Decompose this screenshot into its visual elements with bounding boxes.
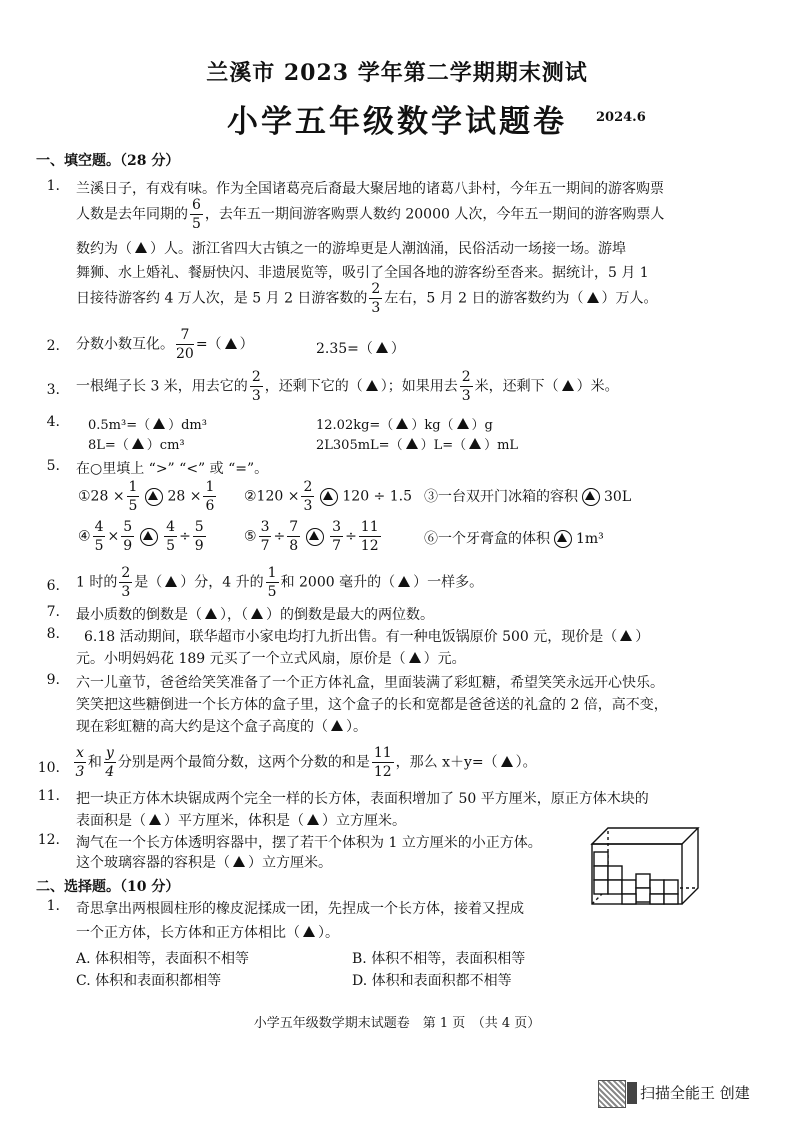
fraction: $\frac{2}{3}$ (371, 281, 381, 316)
question-text: 一根绳子长 3 米，用去它的 $\frac{2}{3}$ ，还剩下它的（ ）；如果用去 $\frac{2}{3}$ 米，还剩下（ ）米。 (76, 369, 619, 404)
question-number: 1. (46, 898, 60, 914)
text-span: 人数是去年同期的 (76, 206, 188, 223)
section-fill-in: 一、填空题。（28 分） (36, 153, 180, 169)
answer-triangle-icon (331, 720, 343, 731)
compare-item-3: ③一台双开门冰箱的容积 30L (424, 489, 632, 505)
answer-triangle-icon (376, 342, 388, 353)
question-number: 4. (46, 414, 60, 430)
question-text: 现在彩虹糖的高大约是这个盒子高度的（ ）。 (76, 719, 367, 735)
answer-triangle-icon (323, 491, 333, 500)
answer-triangle-icon (135, 242, 147, 253)
answer-triangle-icon (396, 418, 408, 429)
compare-circle (554, 530, 572, 548)
answer-triangle-icon (409, 652, 421, 663)
question-text: 这个玻璃容器的容积是（ ）立方厘米。 (76, 855, 332, 871)
answer-triangle-icon (557, 533, 567, 542)
question-text: 8L=（ ）cm³ (88, 438, 185, 453)
compare-item-6: ⑥一个牙膏盒的体积 1m³ (424, 531, 604, 547)
scanner-logo-icon (627, 1082, 637, 1104)
question-number: 7. (46, 604, 60, 620)
question-text: 奇思拿出两根圆柱形的橡皮泥揉成一团，先捏成一个长方体，接着又捏成 (76, 901, 524, 917)
question-text: 1 时的 $\frac{2}{3}$ 是（ ）分，4 升的 $\frac{1}{5}$ 和 2000 毫升的（ ）一样多。 (76, 565, 484, 600)
answer-triangle-icon (225, 338, 237, 349)
answer-triangle-icon (205, 608, 217, 619)
question-number: 1. (46, 178, 60, 194)
answer-triangle-icon (309, 531, 319, 540)
scanner-watermark: 扫描全能王 创建 (640, 1084, 750, 1102)
question-text: 六一儿童节，爸爸给笑笑准备了一个正方体礼盒，里面装满了彩虹糖，希望笑笑永远开心快乐。 (76, 675, 664, 691)
compare-item-2: ②120 × $\frac{2}{3}$ 120 ÷ 1.5 (244, 479, 412, 514)
answer-triangle-icon (398, 576, 410, 587)
question-text: 表面积是（ ）平方厘米，体积是（ ）立方厘米。 (76, 813, 406, 829)
answer-triangle-icon (132, 438, 144, 449)
question-number: 3. (46, 382, 60, 398)
question-text: 2.35=（ ） (316, 341, 405, 357)
answer-triangle-icon (148, 491, 158, 500)
exam-date: 2024.6 (596, 110, 646, 125)
option-c: C. 体积和表面积都相等 (76, 973, 222, 989)
compare-item-1: ①28 × $\frac{1}{5}$ 28 × $\frac{1}{6}$ (78, 479, 215, 514)
answer-triangle-icon (406, 438, 418, 449)
option-b: B. 体积不相等，表面积相等 (352, 951, 526, 967)
text-span: ，去年五一期间游客购票人数约 20000 人次，今年五一期间的游客购票人 (204, 206, 665, 223)
answer-triangle-icon (585, 491, 595, 500)
question-text: 0.5m³=（ ）dm³ (88, 418, 207, 433)
question-text: $\frac{x}{3}$ 和 $\frac{y}{4}$ 分别是两个最简分数，这两个分数的和是 $\frac{11}{12}$ ，那么 x＋y=（ ）。 (75, 745, 537, 780)
fraction: $\frac{2}{3}$ (461, 369, 471, 404)
compare-item-4: ④ $\frac{4}{5}$ × $\frac{5}{9}$ $\frac{4}{5}$ ÷ $\frac{5}{9}$ (78, 519, 204, 554)
question-number: 11. (37, 788, 60, 804)
compare-circle (320, 488, 338, 506)
question-text (76, 198, 664, 231)
container-cubes-figure (586, 822, 706, 912)
section-multiple-choice: 二、选择题。（10 分） (36, 879, 180, 895)
question-text: 元。小明妈妈花 189 元买了一个立式风扇，原价是（ ）元。 (76, 651, 466, 667)
answer-triangle-icon (307, 814, 319, 825)
fraction: $\frac{7}{20}$ (176, 327, 194, 362)
answer-triangle-icon (457, 418, 469, 429)
compare-circle (306, 528, 324, 546)
exam-title-line2: 小学五年级数学试题卷 (227, 104, 567, 140)
question-text: 一个正方体，长方体和正方体相比（ ）。 (76, 925, 339, 941)
answer-triangle-icon (501, 756, 513, 767)
question-text: 日接待游客约 4 万人次，是 5 月 2 日游客数的 $\frac{2}{3}$ 左右，5 月 2 日的游客数约为（ ）万人。 (76, 281, 658, 316)
question-text: 12.02kg=（ ）kg（ ）g (316, 418, 493, 433)
question-number: 12. (37, 832, 60, 848)
option-d: D. 体积和表面积都不相等 (352, 973, 512, 989)
fraction: $\frac{6}{5}$ (192, 197, 201, 232)
qr-code-icon (598, 1080, 626, 1108)
question-text: 舞狮、水上婚礼、餐厨快闪、非遗展览等，吸引了全国各地的游客纷至沓来。据统计，5 月 1 (76, 265, 649, 281)
answer-triangle-icon (165, 576, 177, 587)
question-number: 2. (46, 338, 60, 354)
answer-triangle-icon (587, 292, 599, 303)
answer-triangle-icon (620, 630, 632, 641)
compare-circle (582, 488, 600, 506)
question-text: 最小质数的倒数是（ ），（ ）的倒数是最大的两位数。 (76, 607, 434, 623)
question-text: 分数小数互化。 $\frac{7}{20}$ =（ ） (76, 327, 254, 362)
question-number: 5. (46, 458, 60, 474)
exam-title-line1: 兰溪市 2023 学年第二学期期末测试 (206, 60, 588, 86)
compare-item-5: ⑤ $\frac{3}{7}$ ÷ $\frac{7}{8}$ $\frac{3}{7}$ ÷ $\frac{11}{12}$ (244, 519, 379, 554)
question-text: 6.18 活动期间，联华超市小家电均打九折出售。有一种电饭锅原价 500 元，现价是（ ） (84, 629, 650, 645)
answer-triangle-icon (303, 926, 315, 937)
question-text: 兰溪日子，有戏有味。作为全国诸葛亮后裔最大聚居地的诸葛八卦村，今年五一期间的游客购票 (76, 181, 664, 197)
question-text: 把一块正方体木块锯成两个完全一样的长方体，表面积增加了 50 平方厘米，原正方体木块的 (76, 791, 649, 807)
question-number: 6. (46, 578, 60, 594)
answer-triangle-icon (251, 608, 263, 619)
answer-triangle-icon (143, 531, 153, 540)
compare-circle (145, 488, 163, 506)
question-text: 数约为（ ）人。浙江省四大古镇之一的游埠更是人潮汹涌，民俗活动一场接一场。游埠 (76, 241, 626, 257)
question-number: 10. (37, 760, 60, 776)
answer-triangle-icon (149, 814, 161, 825)
question-text: 在○里填上 “>” “<” 或 “=”。 (76, 461, 269, 477)
answer-triangle-icon (562, 380, 574, 391)
question-text: 笑笑把这些糖倒进一个长方体的盒子里，这个盒子的长和宽都是爸爸送的礼盒的 2 倍，高不变， (76, 697, 668, 713)
option-a: A. 体积相等，表面积不相等 (76, 951, 250, 967)
page-footer: 小学五年级数学期末试题卷 第 1 页 （共 4 页） (253, 1016, 541, 1031)
question-number: 8. (46, 626, 60, 642)
question-text: 淘气在一个长方体透明容器中，摆了若干个体积为 1 立方厘米的小正方体。 (76, 835, 542, 851)
answer-triangle-icon (469, 438, 481, 449)
question-number: 9. (46, 672, 60, 688)
answer-triangle-icon (233, 856, 245, 867)
compare-circle (140, 528, 158, 546)
question-text: 2L305mL=（ ）L=（ ）mL (316, 438, 519, 453)
answer-triangle-icon (153, 418, 165, 429)
fraction: $\frac{2}{3}$ (251, 369, 261, 404)
answer-triangle-icon (366, 380, 378, 391)
